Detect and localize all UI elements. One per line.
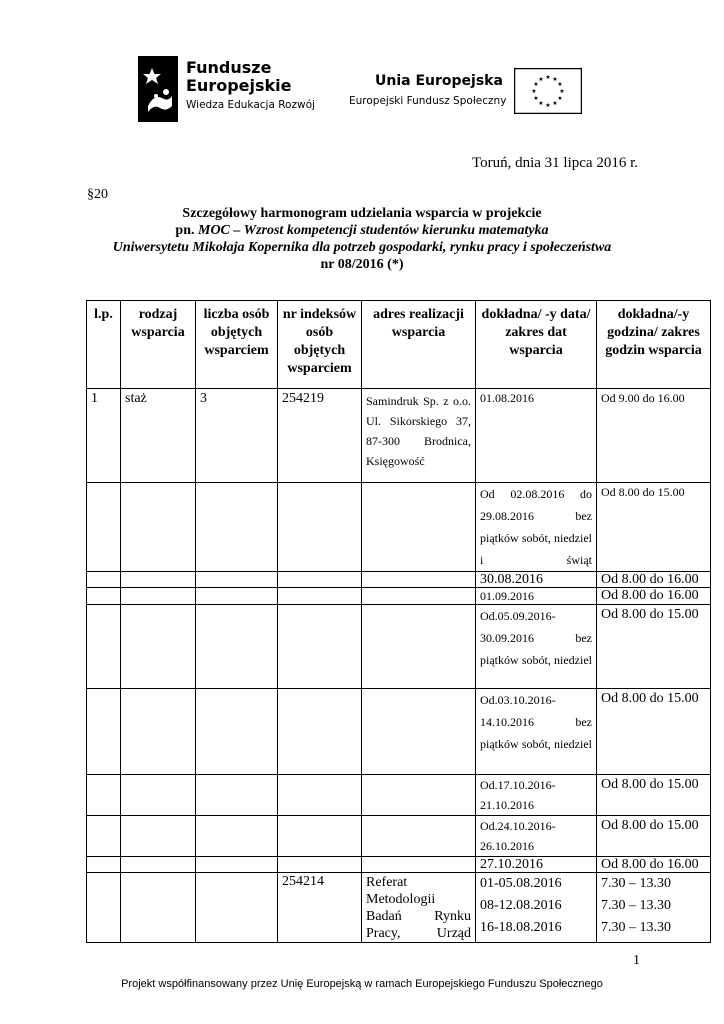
hours-line: 7.30 – 13.30 xyxy=(601,876,671,891)
svg-text:★: ★ xyxy=(557,95,563,102)
cell-type xyxy=(121,857,196,873)
table-row xyxy=(87,572,711,588)
cell-dates: Od.05.09.2016- 30.09.2016 bez piątków sobót, niedziel xyxy=(476,605,597,689)
table-row xyxy=(87,483,711,572)
cell-index xyxy=(278,816,362,857)
header-dates: dokładna/ -y data/ zakres dat wsparcia xyxy=(476,301,597,389)
date-range-line: 01-05.08.2016 xyxy=(480,876,562,891)
cell-lp xyxy=(87,572,121,588)
svg-text:★: ★ xyxy=(531,88,537,95)
cell-count xyxy=(196,689,278,775)
cell-dates xyxy=(476,873,597,943)
cell-index xyxy=(278,689,362,775)
cell-count xyxy=(196,857,278,873)
cell-count xyxy=(196,483,278,572)
hours-line: 7.30 – 13.30 xyxy=(601,898,671,913)
header-type: rodzaj wsparcia xyxy=(121,301,196,389)
table-row xyxy=(87,389,711,483)
ue-logo-line1: Unia Europejska xyxy=(375,73,503,89)
cell-dates: 27.10.2016 xyxy=(476,857,597,873)
cell-dates: 01.09.2016 xyxy=(476,588,597,605)
cell-hours: Od 8.00 do 16.00 xyxy=(597,572,711,588)
cell-type xyxy=(121,588,196,605)
cell-hours: Od 8.00 do 15.00 xyxy=(597,816,711,857)
cell-index xyxy=(278,588,362,605)
cell-dates: 01.08.2016 xyxy=(476,389,597,483)
ue-logo-line2: Europejski Fundusz Społeczny xyxy=(349,95,507,107)
cell-index xyxy=(278,572,362,588)
cell-dates: Od.24.10.2016- 26.10.2016 xyxy=(476,816,597,857)
fe-logo-line2: Europejskie xyxy=(186,76,292,95)
eu-flag-icon xyxy=(514,68,582,114)
cell-lp: 1 xyxy=(87,389,121,483)
svg-text:★: ★ xyxy=(538,100,544,107)
section-number: §20 xyxy=(87,187,108,202)
cell-lp xyxy=(87,605,121,689)
header-hours: dokładna/-y godzina/ zakres godzin wsparcia xyxy=(597,301,711,389)
cell-address: Samindruk Sp. z o.o. Ul. Sikorskiego 37, 87-300 Brodnica, Księgowość xyxy=(362,389,476,483)
header-count: liczba osób objętych wsparciem xyxy=(196,301,278,389)
title-line-3 xyxy=(60,239,664,256)
cell-lp xyxy=(87,873,121,943)
svg-text:★: ★ xyxy=(545,74,551,81)
title-line-1: Szczegółowy harmonogram udzielania wsparcia w projekcie xyxy=(182,206,542,221)
cell-dates: Od.17.10.2016- 21.10.2016 xyxy=(476,775,597,816)
cell-type: staż xyxy=(121,389,196,483)
logo-bar xyxy=(128,42,594,136)
cell-index xyxy=(278,483,362,572)
date-range-line: 16-18.08.2016 xyxy=(480,920,562,935)
cell-type xyxy=(121,873,196,943)
cell-type xyxy=(121,689,196,775)
cell-hours: Od 8.00 do 15.00 xyxy=(597,775,711,816)
cell-address xyxy=(362,689,476,775)
cell-type xyxy=(121,816,196,857)
header-lp: l.p. xyxy=(87,301,121,389)
project-name: MOC – Wzrost kompetencji studentów kierunku matematyka xyxy=(198,223,549,238)
cell-lp xyxy=(87,588,121,605)
table-row xyxy=(87,605,711,689)
title-prefix: pn. xyxy=(175,223,198,238)
table-row xyxy=(87,857,711,873)
hours-line: 7.30 – 13.30 xyxy=(601,920,671,935)
cell-hours: Od 8.00 do 16.00 xyxy=(597,857,711,873)
cell-type xyxy=(121,605,196,689)
cell-index: 254219 xyxy=(278,389,362,483)
cell-lp xyxy=(87,775,121,816)
svg-text:★: ★ xyxy=(552,76,558,83)
title-line-2 xyxy=(60,222,664,239)
cell-count xyxy=(196,775,278,816)
cell-count xyxy=(196,816,278,857)
fe-logo-line1: Fundusze xyxy=(186,58,272,77)
svg-text:★: ★ xyxy=(545,102,551,109)
schedule-table xyxy=(86,300,711,943)
cell-count xyxy=(196,572,278,588)
cell-hours xyxy=(597,873,711,943)
table-row xyxy=(87,775,711,816)
cell-address xyxy=(362,857,476,873)
cell-index: 254214 xyxy=(278,873,362,943)
footer-note: Projekt współfinansowany przez Unię Europejską w ramach Europejskiego Funduszu Społecznego xyxy=(121,978,603,990)
fundusze-europejskie-logo xyxy=(138,56,338,126)
cell-dates: Od 02.08.2016 do 29.08.2016 bez piątków sobót, niedziel i świąt xyxy=(476,483,597,572)
svg-text:★: ★ xyxy=(552,100,558,107)
cell-type xyxy=(121,775,196,816)
cell-hours: Od 8.00 do 15.00 xyxy=(597,483,711,572)
svg-text:★: ★ xyxy=(538,76,544,83)
page-number: 1 xyxy=(633,953,640,968)
cell-address xyxy=(362,588,476,605)
table-row xyxy=(87,816,711,857)
table-header-row xyxy=(87,301,711,389)
date-range-line: 08-12.08.2016 xyxy=(480,898,562,913)
cell-lp xyxy=(87,483,121,572)
table-row xyxy=(87,873,711,943)
cell-dates: 30.08.2016 xyxy=(476,572,597,588)
cell-lp xyxy=(87,816,121,857)
document-title xyxy=(60,205,664,273)
cell-type xyxy=(121,572,196,588)
cell-hours: Od 8.00 do 15.00 xyxy=(597,689,711,775)
cell-count xyxy=(196,605,278,689)
table-row xyxy=(87,588,711,605)
svg-text:★: ★ xyxy=(533,95,539,102)
table-row xyxy=(87,689,711,775)
header-index: nr indeksów osób objętych wsparciem xyxy=(278,301,362,389)
cell-address xyxy=(362,572,476,588)
cell-hours: Od 8.00 do 15.00 xyxy=(597,605,711,689)
document-date: Toruń, dnia 31 lipca 2016 r. xyxy=(472,155,639,171)
cell-index xyxy=(278,775,362,816)
cell-address xyxy=(362,605,476,689)
cell-count xyxy=(196,873,278,943)
cell-type xyxy=(121,483,196,572)
cell-dates: Od.03.10.2016- 14.10.2016 bez piątków sobót, niedziel xyxy=(476,689,597,775)
cell-address xyxy=(362,775,476,816)
cell-lp xyxy=(87,689,121,775)
fundusze-europejskie-mark-icon xyxy=(138,56,178,122)
svg-text:★: ★ xyxy=(557,81,563,88)
cell-count xyxy=(196,588,278,605)
cell-count: 3 xyxy=(196,389,278,483)
svg-text:★: ★ xyxy=(533,81,539,88)
fe-logo-line3: Wiedza Edukacja Rozwój xyxy=(186,99,315,111)
title-line-4: nr 08/2016 (*) xyxy=(320,257,404,272)
cell-address: Referat Metodologii Badań Rynku Pracy, Urząd xyxy=(362,873,476,943)
cell-hours: Od 9.00 do 16.00 xyxy=(597,389,711,483)
header-address: adres realizacji wsparcia xyxy=(362,301,476,389)
university-name: Uniwersytetu Mikołaja Kopernika dla potrzeb gospodarki, rynku pracy i społeczeństwa xyxy=(112,240,612,255)
cell-address xyxy=(362,816,476,857)
cell-index xyxy=(278,605,362,689)
cell-lp xyxy=(87,857,121,873)
svg-text:★: ★ xyxy=(559,88,565,95)
cell-address xyxy=(362,483,476,572)
cell-hours: Od 8.00 do 16.00 xyxy=(597,588,711,605)
cell-index xyxy=(278,857,362,873)
